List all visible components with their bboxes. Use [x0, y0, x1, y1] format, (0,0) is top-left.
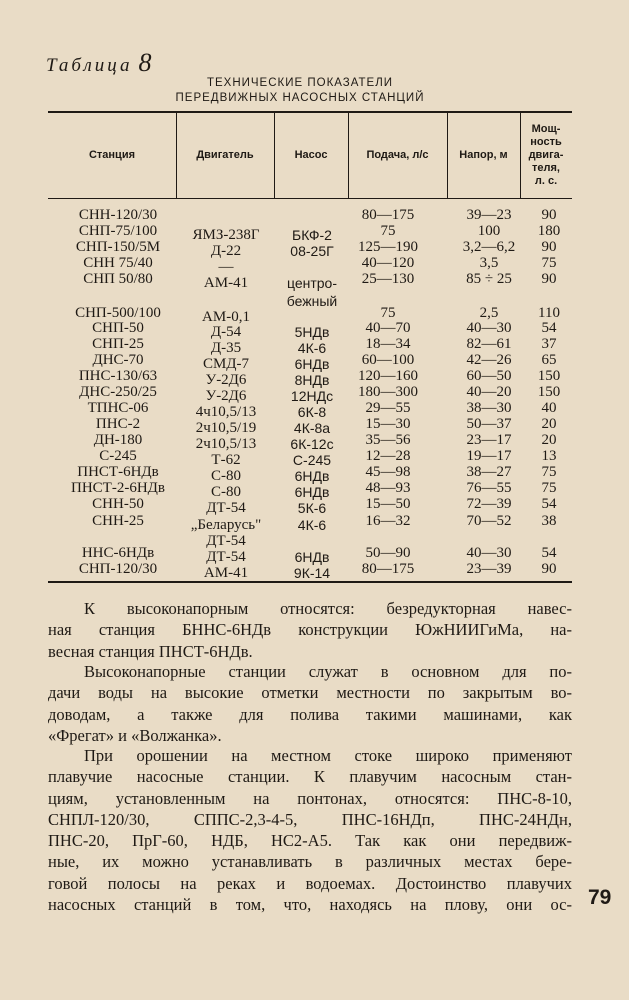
pump-cell: 6НДв	[294, 468, 330, 484]
head-cell: 40—20	[466, 384, 512, 400]
station-cell: ДНС-250/25	[79, 384, 157, 400]
station-cell: СНН-50	[92, 496, 144, 512]
header-engine: Двигатель	[196, 149, 254, 161]
pump-cell: 6НДв	[294, 356, 330, 372]
pump-cell: 4К-8а	[293, 420, 331, 436]
text-line: весная станция ПНСТ-6НДв.	[48, 641, 253, 661]
header-station: Станция	[88, 149, 136, 161]
flow-cell: 125—190	[358, 239, 418, 255]
pump-cell: 5К-6	[297, 500, 327, 516]
station-cell: СНН-120/30	[78, 207, 158, 223]
flow-cell: 75	[380, 305, 396, 321]
power-cell: 90	[541, 239, 557, 255]
pump-cell: 6НДв	[294, 484, 330, 500]
header-pump: Насос	[294, 149, 328, 161]
pump-cell: центро-	[286, 275, 338, 291]
power-cell: 54	[541, 496, 557, 512]
pump-cell: 6К-8	[297, 404, 327, 420]
station-cell: ДН-180	[93, 432, 143, 448]
table-column-divider	[176, 113, 177, 198]
engine-cell: АМ-41	[203, 275, 249, 291]
head-cell: 38—27	[466, 464, 512, 480]
engine-cell: „Беларусь"	[190, 517, 262, 533]
power-cell: 110	[538, 305, 560, 321]
text-line: говой полосы на реках и водоемах. Достоинство плавучих	[48, 873, 572, 893]
engine-cell: Д-22	[210, 243, 242, 259]
power-cell: 37	[541, 336, 557, 352]
power-cell: 90	[541, 207, 557, 223]
flow-cell: 16—32	[365, 513, 411, 529]
table-column-divider	[520, 113, 521, 198]
page-number: 79	[588, 886, 612, 909]
pump-cell: С-245	[292, 452, 332, 468]
pump-cell: 9К-14	[293, 565, 331, 581]
head-cell: 82—61	[466, 336, 512, 352]
station-cell: СНП-50	[92, 320, 144, 336]
head-cell: 2,5	[479, 305, 499, 321]
paragraph	[48, 745, 572, 915]
power-cell: 90	[541, 561, 557, 577]
engine-cell: У-2Д6	[205, 388, 247, 404]
engine-cell: ДТ-54	[206, 500, 246, 516]
station-cell: ПНС-2	[95, 416, 141, 432]
head-cell: 76—55	[466, 480, 512, 496]
engine-cell: 4ч10,5/13	[195, 404, 257, 420]
pump-cell: 6НДв	[294, 549, 330, 565]
text-line: ная станция БННС-6НДв конструкции ЮжНИИГиМа, на-	[48, 620, 572, 640]
station-cell: СНП-150/5М	[75, 239, 161, 255]
head-cell: 23—39	[466, 561, 512, 577]
flow-cell: 180—300	[358, 384, 418, 400]
station-cell: СНП-120/30	[78, 561, 158, 577]
engine-cell: ДТ-54	[206, 533, 246, 549]
station-cell: ПНС-130/63	[78, 368, 158, 384]
table-label-number: 8	[138, 48, 152, 77]
pump-cell: 4К-6	[297, 340, 327, 356]
engine-cell: 2ч10,5/13	[195, 436, 257, 452]
table-label	[46, 48, 151, 78]
power-cell: 20	[541, 416, 557, 432]
pump-cell: БКФ-2	[292, 227, 332, 243]
station-cell: СНП-75/100	[78, 223, 158, 239]
head-cell: 19—17	[466, 448, 512, 464]
head-cell: 70—52	[466, 513, 512, 529]
flow-cell: 48—93	[365, 480, 411, 496]
flow-cell: 12—28	[365, 448, 411, 464]
header-head: Напор, м	[459, 149, 508, 161]
power-cell: 65	[541, 352, 557, 368]
power-cell: 54	[541, 320, 557, 336]
engine-cell: —	[218, 259, 234, 275]
flow-cell: 75	[380, 223, 396, 239]
station-cell: С-245	[99, 448, 137, 464]
head-cell: 72—39	[466, 496, 512, 512]
text-line: ные, их можно устанавливать в различных местах бере-	[48, 852, 572, 872]
engine-cell: АМ-0,1	[202, 309, 250, 325]
pump-cell: 6К-12с	[290, 436, 334, 452]
station-cell: СНН-25	[92, 513, 144, 529]
power-cell: 40	[541, 400, 557, 416]
pump-cell: 5НДв	[294, 324, 330, 340]
text-line: Высоконапорные станции служат в основном для по-	[84, 662, 572, 681]
power-cell: 150	[537, 384, 561, 400]
head-cell: 60—50	[466, 368, 512, 384]
engine-cell: У-2Д6	[205, 372, 247, 388]
station-cell: ННС-6НДв	[81, 545, 155, 561]
table-header-rule	[48, 198, 572, 199]
engine-cell: СМД-7	[202, 356, 250, 372]
head-cell: 50—37	[466, 416, 512, 432]
power-cell: 150	[537, 368, 561, 384]
paragraph	[48, 661, 572, 746]
text-line: К высоконапорным относятся: безредукторная навес-	[84, 599, 572, 618]
head-cell: 3,5	[479, 255, 499, 271]
flow-cell: 29—55	[365, 400, 411, 416]
engine-cell: ЯМЗ-238Г	[192, 227, 260, 243]
engine-cell: 2ч10,5/19	[195, 420, 257, 436]
power-cell: 20	[541, 432, 557, 448]
station-cell: ДНС-70	[92, 352, 144, 368]
table-label-prefix: Таблица	[46, 55, 133, 76]
text-line: доводам, а также для полива такими машинами, как	[48, 704, 572, 724]
pump-cell: 4К-6	[297, 517, 327, 533]
power-cell: 90	[541, 271, 557, 287]
paragraph	[48, 598, 572, 662]
flow-cell: 120—160	[358, 368, 418, 384]
flow-cell: 50—90	[365, 545, 411, 561]
table-column-divider	[348, 113, 349, 198]
flow-cell: 18—34	[365, 336, 411, 352]
engine-cell: АМ-41	[203, 565, 249, 581]
text-line: плавучие насосные станции. К плавучим насосным стан-	[48, 767, 572, 787]
flow-cell: 25—130	[361, 271, 415, 287]
engine-cell: С-80	[211, 468, 241, 484]
engine-cell: Т-62	[211, 452, 241, 468]
flow-cell: 45—98	[365, 464, 411, 480]
power-cell: 38	[541, 513, 557, 529]
station-cell: СНП-500/100	[75, 305, 161, 321]
header-power: Мощ- ность двига- теля, л. с.	[528, 123, 564, 187]
table-caption-line-2: ПЕРЕДВИЖНЫХ НАСОСНЫХ СТАНЦИЙ	[175, 92, 425, 104]
text-line: дачи воды на высокие отметки местности по закрытым во-	[48, 683, 572, 703]
head-cell: 40—30	[466, 545, 512, 561]
station-cell: СНП-25	[92, 336, 144, 352]
engine-cell: Д-54	[210, 324, 242, 340]
text-line: СНПЛ-120/30, СППС-2,3-4-5, ПНС-16НДп, ПНС-24НДн,	[48, 809, 572, 829]
table-caption-line-1: ТЕХНИЧЕСКИЕ ПОКАЗАТЕЛИ	[206, 77, 394, 89]
pump-cell: 08-25Г	[290, 243, 334, 259]
head-cell: 40—30	[466, 320, 512, 336]
flow-cell: 80—175	[361, 561, 415, 577]
engine-cell: ДТ-54	[206, 549, 246, 565]
station-cell: ПНСТ-6НДв	[77, 464, 159, 480]
head-cell: 23—17	[466, 432, 512, 448]
engine-cell: С-80	[211, 484, 241, 500]
head-cell: 39—23	[466, 207, 512, 223]
text-line: При орошении на местном стоке широко применяют	[84, 746, 572, 765]
flow-cell: 40—70	[365, 320, 411, 336]
text-line: циям, установленным на понтонах, относятся: ПНС-8-10,	[48, 788, 572, 808]
pump-cell: 12НДс	[290, 388, 334, 404]
text-line: ПНС-20, ПрГ-60, НДБ, НС2-А5. Так как они передвиж-	[48, 831, 572, 851]
head-cell: 38—30	[466, 400, 512, 416]
table-bottom-rule	[48, 581, 572, 583]
flow-cell: 60—100	[361, 352, 415, 368]
head-cell: 42—26	[466, 352, 512, 368]
power-cell: 75	[541, 464, 557, 480]
power-cell: 13	[541, 448, 557, 464]
engine-cell: Д-35	[210, 340, 242, 356]
station-cell: СНП 50/80	[83, 271, 153, 287]
power-cell: 75	[541, 255, 557, 271]
power-cell: 54	[541, 545, 557, 561]
flow-cell: 40—120	[361, 255, 415, 271]
head-cell: 3,2—6,2	[462, 239, 516, 255]
table-column-divider	[274, 113, 275, 198]
header-flow: Подача, л/с	[366, 149, 429, 161]
station-cell: СНН 75/40	[83, 255, 153, 271]
flow-cell: 15—30	[365, 416, 411, 432]
power-cell: 180	[537, 223, 561, 239]
table-column-divider	[447, 113, 448, 198]
station-cell: ПНСТ-2-6НДв	[71, 480, 165, 496]
head-cell: 100	[477, 223, 501, 239]
flow-cell: 35—56	[365, 432, 411, 448]
pump-cell: бежный	[286, 293, 338, 309]
head-cell: 85 ÷ 25	[466, 271, 512, 287]
power-cell: 75	[541, 480, 557, 496]
text-line: «Фрегат» и «Волжанка».	[48, 725, 222, 745]
flow-cell: 80—175	[361, 207, 415, 223]
station-cell: ТПНС-06	[87, 400, 149, 416]
text-line: насосных станций в том, что, находясь на плову, они ос-	[48, 895, 572, 915]
flow-cell: 15—50	[365, 496, 411, 512]
pump-cell: 8НДв	[294, 372, 330, 388]
